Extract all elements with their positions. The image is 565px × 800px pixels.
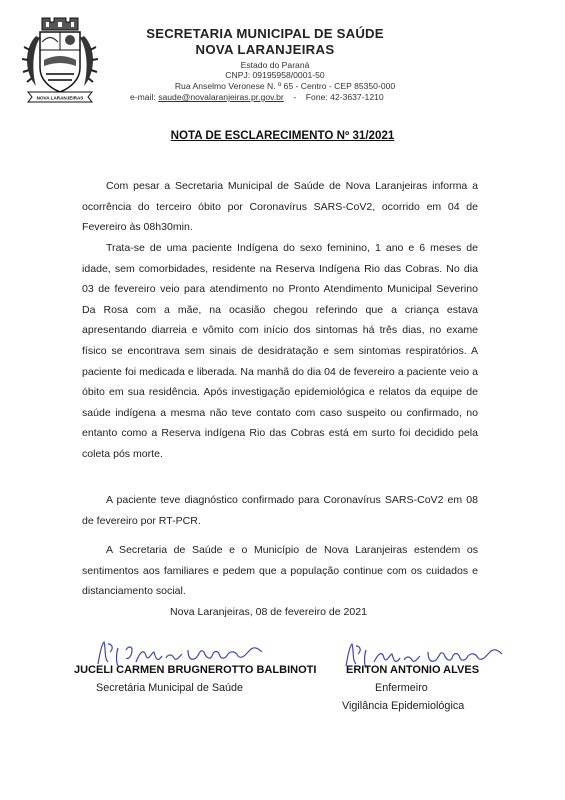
paragraph-text: A Secretaria de Saúde e o Município de Nova Laranjeiras estendem os sentimentos aos familiares e pedem que a população continue com os cuidados e distanciamento social.: [82, 544, 478, 598]
header-cnpj: CNPJ: 09195958/0001-50: [225, 70, 325, 80]
header-address: Rua Anselmo Veronese N. º 65 - Centro - CEP 85350-000: [174, 81, 396, 91]
paragraph-3: [82, 490, 478, 531]
paragraph-text: Trata-se de uma paciente Indígena do sexo feminino, 1 ano e 6 meses de idade, sem comorbidades, residente na Reserva Indígena Rio das Cobras. No dia 03 de fevereiro veio para atendimento no Pronto Atendimento Municipal Severino Da Rosa com a mãe, na ocasião chegou referindo que a criança estava apresentando diarreia e vômito com início dos sintomas há três dias, no exame físico se encontrava sem sinais de desidratação e sem sintomas respiratórios. A paciente foi medicada e liberada. Na manhã do dia 04 de fevereiro a paciente veio a óbito em sua residência. Após investigação epidemiológica e relatos da equipe de saúde indígena a mesma não teve contato com caso suspeito ou confirmado, no entanto como a Reserva indígena Rio das Cobras está em surto foi decidido pela coleta pós morte.: [82, 242, 478, 460]
header-city: NOVA LARANJEIRAS: [195, 42, 335, 57]
header-contact-line: [130, 92, 384, 102]
email-link[interactable]: saude@novalaranjeiras.pr.gov.br: [158, 92, 284, 102]
paragraph-text: A paciente teve diagnóstico confirmado para Coronavírus SARS-CoV2 em 08 de fevereiro por RT-PCR.: [82, 494, 478, 527]
signature-role-2b: Vigilância Epidemiológica: [342, 700, 465, 712]
signature-role-1: Secretária Municipal de Saúde: [96, 682, 244, 694]
dateline: Nova Laranjeiras, 08 de fevereiro de 2021: [170, 606, 368, 618]
signature-name-2: ERITON ANTONIO ALVES: [346, 664, 480, 676]
paragraph-4: [82, 540, 478, 602]
paragraph-2: [82, 238, 478, 465]
document-title: NOTA DE ESCLARECIMENTO Nº 31/2021: [170, 129, 395, 142]
header-organization: SECRETARIA MUNICIPAL DE SAÚDE: [146, 26, 384, 41]
municipal-crest-logo: [22, 14, 98, 104]
paragraph-1: [82, 176, 478, 238]
crest-banner-text: NOVA LARANJEIRAS: [36, 95, 84, 101]
paragraph-text: Com pesar a Secretaria Municipal de Saúde de Nova Laranjeiras informa a ocorrência do terceiro óbito por Coronavírus SARS-CoV2, ocorrido em 04 de Fevereiro às 08h30min.: [82, 180, 478, 234]
header-state: Estado do Paraná: [240, 60, 310, 70]
signature-name-1: JUCELI CARMEN BRUGNEROTTO BALBINOTI: [74, 664, 317, 676]
phone-number: Fone: 42-3637-1210: [305, 92, 384, 102]
email-label: e-mail:: [130, 92, 156, 102]
contact-separator: -: [293, 92, 297, 102]
signature-role-2a: Enfermeiro: [375, 682, 428, 694]
